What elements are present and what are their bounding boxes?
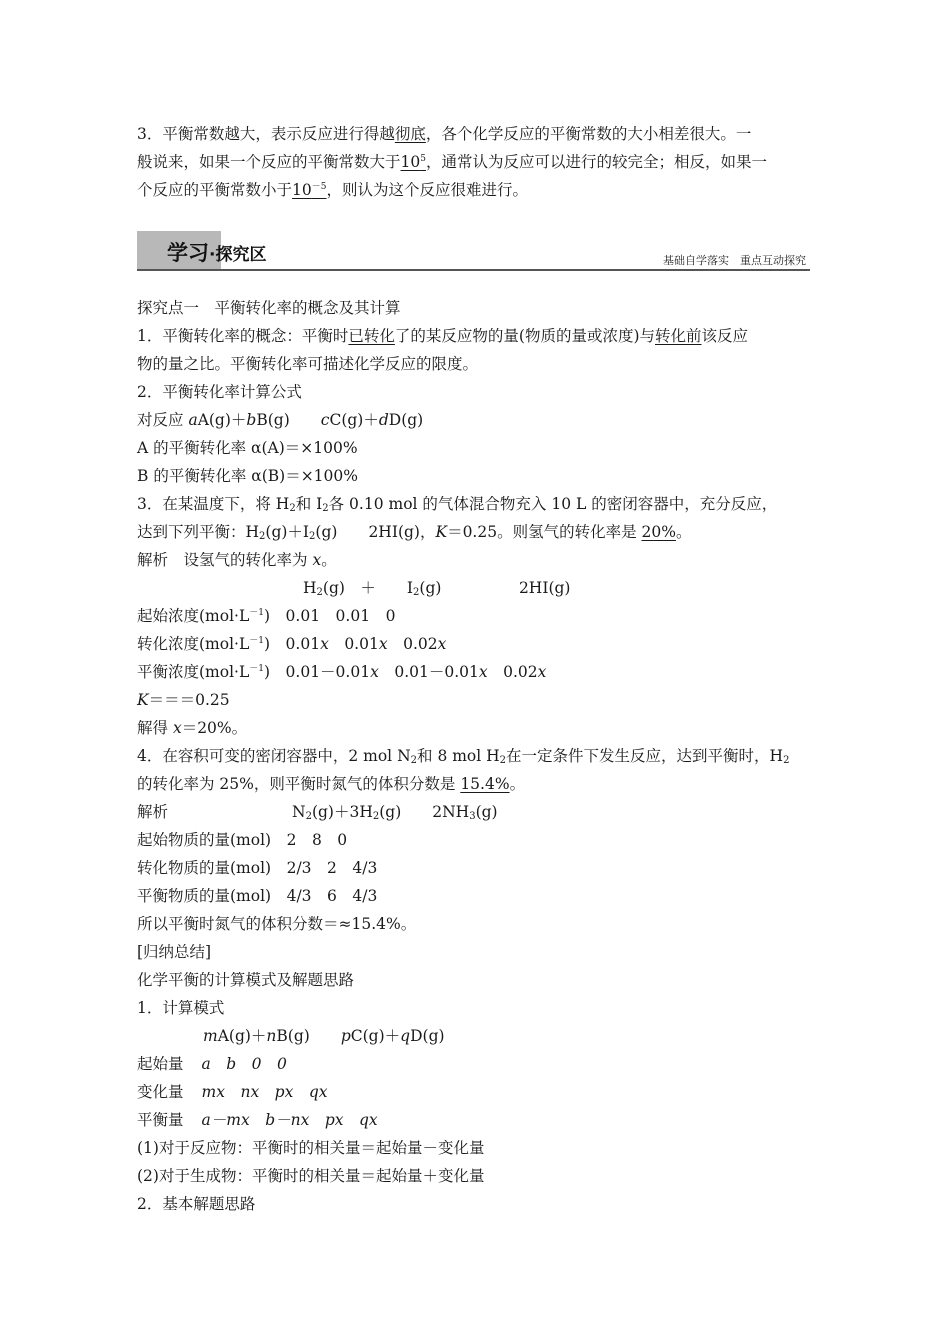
summary-row-change: 变化量 mx nx px qx [137,1083,328,1101]
banner-right-text: 基础自学落实 重点互动探究 [663,254,806,267]
summary-row-equilibrium: 平衡量 a－mx b－nx px qx [137,1111,378,1129]
q4-line-1: 4．在容积可变的密闭容器中，2 mol $N_2$和 8 mol $H_2$在一定条件下发生反应，达到平衡时，$H_2$ [137,747,790,766]
summary-item-2: 2．基本解题思路 [137,1195,256,1213]
q3-row-equilibrium: 平衡浓度$(mol\cdot L^{-1})$ 0.01－0.01x 0.01－0.01x 0.02x [137,663,547,681]
q3-result: 解得 x＝20%。 [137,719,248,737]
summary-equation: mA(g)＋nB(g) pC(g)＋qD(g) [203,1027,445,1045]
q4-row-equilibrium: 平衡物质的量(mol) 4/3 6 4/3 [137,887,378,905]
q3-row-change: 转化浓度$(mol\cdot L^{-1})$ 0.01x 0.01x 0.02x [137,635,447,653]
summary-tag: [归纳总结] [137,943,212,961]
q3-line-1: 3．在某温度下，将 $H_2$和 $I_2$各 0.10 mol 的气体混合物充入 10 L 的密闭容器中，充分反应， [137,495,778,514]
s1-alpha-a: A 的平衡转化率 α(A)＝×100% [137,439,358,457]
q4-row-change: 转化物质的量(mol) 2/3 2 4/3 [137,859,378,877]
section-banner [137,231,810,273]
q3-row-initial: 起始浓度$(mol\cdot L^{-1})$ 0.01 0.01 0 [137,607,396,625]
s1-p1-line2: 物的量之比。平衡转化率可描述化学反应的限度。 [137,355,479,373]
section-heading: 探究点一 平衡转化率的概念及其计算 [137,299,401,317]
s1-p1-line1: 1．平衡转化率的概念：平衡时已转化了的某反应物的量(物质的量或浓度)与转化前该反应 [137,327,749,345]
intro-line-1: 3．平衡常数越大，表示反应进行得越彻底，各个化学反应的平衡常数的大小相差很大。一 [137,125,752,143]
summary-item-1: 1．计算模式 [137,999,225,1017]
s1-alpha-b: B 的平衡转化率 α(B)＝×100% [137,467,358,485]
banner-rule [137,269,810,271]
q4-row-initial: 起始物质的量(mol) 2 8 0 [137,831,348,849]
intro-line-3: 个反应的平衡常数小于$10^{-5}$，则认为这个反应很难进行。 [137,181,528,199]
q3-equation: $H_2(g)$ ＋ $I_2(g)$ 2HI(g) [303,579,571,598]
q3-k-line: K＝＝＝0.25 [137,691,230,709]
intro-line-2: 般说来，如果一个反应的平衡常数大于$10^5$，通常认为反应可以进行的较完全；相反，如果一 [137,153,767,171]
q4-equation: 解析 $N_2(g)+3H_2(g)$ $2NH_3(g)$ [137,803,498,822]
summary-note-1: (1)对于反应物：平衡时的相关量＝起始量－变化量 [137,1139,485,1157]
s1-equation: 对反应 aA(g)＋bB(g) cC(g)＋dD(g) [137,411,424,429]
q3-line-2: 达到下列平衡：$H_2(g)+I_2(g)$ 2HI(g)，K＝0.25。则氢气的转化率是 20%。 [137,523,692,542]
summary-note-2: (2)对于生成物：平衡时的相关量＝起始量＋变化量 [137,1167,485,1185]
q4-line-2: 的转化率为 25%，则平衡时氮气的体积分数是 15.4%。 [137,775,526,793]
summary-row-initial: 起始量 a b 0 0 [137,1055,287,1073]
banner-title: 学习·探究区 [167,241,267,265]
s1-p2: 2．平衡转化率计算公式 [137,383,302,401]
summary-title: 化学平衡的计算模式及解题思路 [137,971,355,989]
q4-result: 所以平衡时氮气的体积分数＝≈15.4%。 [137,915,417,933]
q3-solution-intro: 解析 设氢气的转化率为 x。 [137,551,337,569]
